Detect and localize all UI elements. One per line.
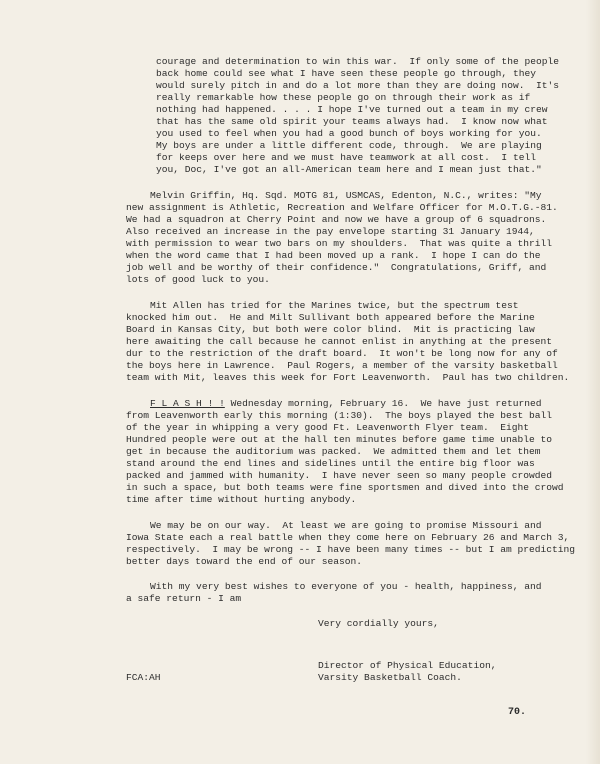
- text-line: of the year in whipping a very good Ft. Leavenworth Flyer team. Eight: [126, 422, 530, 433]
- reference-initials: FCA:AH: [126, 672, 161, 683]
- text-line: knocked him out. He and Milt Sullivant both appeared before the Marine: [126, 312, 535, 323]
- signature-title: Varsity Basketball Coach.: [318, 672, 462, 683]
- flash-first-line: Wednesday morning, February 16. We have just returned: [224, 398, 542, 409]
- text-line: Hundred people were out at the hall ten minutes before game time unable to: [126, 434, 553, 445]
- text-line: really remarkable how these people go on through their work as if: [156, 92, 531, 103]
- signature-title: Director of Physical Education,: [318, 660, 497, 671]
- text-line: courage and determination to win this war. If only some of the people: [156, 56, 560, 67]
- page-number: 70.: [508, 707, 527, 718]
- text-line: My boys are under a little different code, through. We are playing: [156, 140, 542, 151]
- complimentary-closing: Very cordially yours,: [318, 618, 439, 629]
- text-line: stand around the end lines and sidelines until the entire big floor was: [126, 458, 535, 469]
- text-line: would surely pitch in and do a lot more than they are doing now. It's: [156, 80, 560, 91]
- text-line: that has the same old spirit your teams always had. I know now what: [156, 116, 548, 127]
- text-line: lots of good luck to you.: [126, 274, 270, 285]
- text-line: Melvin Griffin, Hq. Sqd. MOTG 81, USMCAS, Edenton, N.C., writes: "My: [150, 190, 542, 201]
- text-line: Mit Allen has tried for the Marines twice, but the spectrum test: [150, 300, 519, 311]
- text-line: for keeps over here and we must have teamwork at all cost. I tell: [156, 152, 536, 163]
- text-line: you used to feel when you had a good bunch of boys working for you.: [156, 128, 542, 139]
- text-line: from Leavenworth early this morning (1:30). The boys played the best ball: [126, 410, 553, 421]
- text-line: the boys here in Lawrence. Paul Rogers, a member of the varsity basketball: [126, 360, 558, 371]
- text-line: packed and jammed with humanity. I have never seen so many people crowded: [126, 470, 553, 481]
- text-line: Also received an increase in the pay envelope starting 31 January 1944,: [126, 226, 535, 237]
- text-line: [150, 398, 542, 410]
- text-line: with permission to wear two bars on my shoulders. That was quite a thrill: [126, 238, 553, 249]
- text-line: a safe return - I am: [126, 593, 242, 604]
- text-line: get in because the auditorium was packed. We admitted them and let them: [126, 446, 541, 457]
- paper-edge-shadow: [586, 0, 600, 764]
- text-line: you, Doc, I've got an all-American team here and I mean just that.": [156, 164, 542, 175]
- text-line: when the word came that I had been moved up a rank. I hope I can do the: [126, 250, 541, 261]
- text-line: team with Mit, leaves this week for Fort Leavenworth. Paul has two children.: [126, 372, 570, 383]
- flash-label: F L A S H ! !: [150, 398, 225, 409]
- text-line: With my very best wishes to everyone of you - health, happiness, and: [150, 581, 542, 592]
- text-line: better days toward the end of our season.: [126, 556, 363, 567]
- text-line: back home could see what I have seen these people go through, they: [156, 68, 536, 79]
- text-line: We had a squadron at Cherry Point and now we have a group of 6 squadrons.: [126, 214, 547, 225]
- text-line: Iowa State each a real battle when they come here on February 26 and March 3,: [126, 532, 570, 543]
- text-line: in such a space, but both teams were fine sportsmen and dived into the crowd: [126, 482, 564, 493]
- text-line: We may be on our way. At least we are going to promise Missouri and: [150, 520, 542, 531]
- text-line: here awaiting the call because he cannot enlist in anything at the present: [126, 336, 553, 347]
- text-line: nothing had happened. . . . I hope I've turned out a team in my crew: [156, 104, 548, 115]
- text-line: new assignment is Athletic, Recreation and Welfare Officer for M.O.T.G.-81.: [126, 202, 558, 213]
- text-line: dur to the restriction of the draft board. It won't be long now for any of: [126, 348, 558, 359]
- text-line: job well and be worthy of their confidence." Congratulations, Griff, and: [126, 262, 547, 273]
- text-line: Board in Kansas City, but both were color blind. Mit is practicing law: [126, 324, 535, 335]
- text-line: respectively. I may be wrong -- I have been many times -- but I am predicting: [126, 544, 576, 555]
- text-line: time after time without hurting anybody.: [126, 494, 357, 505]
